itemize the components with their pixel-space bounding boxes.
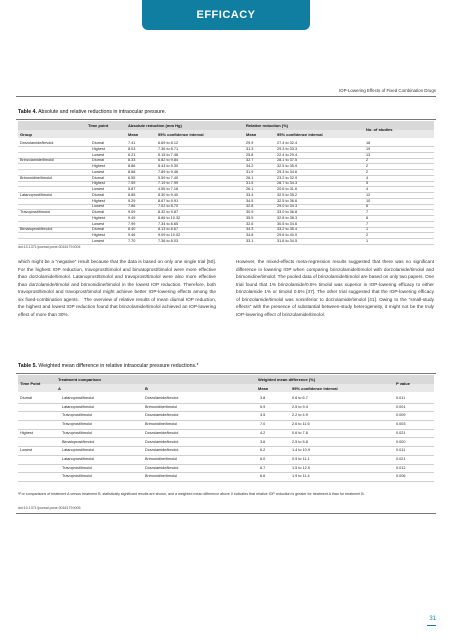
table5-cell-mean: 5.9: [260, 404, 266, 409]
table4-cell-rel-ci: 33.2 to 35.4: [277, 227, 298, 232]
table4-cell-rel-ci: 29.0 to 34.3: [277, 204, 298, 209]
table4-row-divider: [18, 158, 434, 159]
table4-cell-abs-mean: 8.85: [128, 192, 136, 197]
table5-cell-mean: 6.7: [260, 465, 266, 470]
table4-cell-studies: 4: [366, 175, 369, 180]
table4-cell-studies: 2: [366, 158, 369, 163]
table5-cell-p: 0.009: [396, 413, 406, 418]
table4-cell-studies: 8: [366, 215, 369, 220]
table4-cell-rel-ci: 20.6 to 31.6: [277, 187, 298, 191]
table5-cell-mean: 4.2: [260, 430, 266, 435]
table4-cell-time: Highest: [92, 215, 105, 220]
table5-cell-b: Brimonidine/timolol: [145, 404, 178, 409]
table5-cell-p: 0.003: [396, 422, 406, 427]
table4-cell-time: Lowest: [92, 152, 105, 157]
table5-cell-ci: 0.6 to 7.8: [292, 430, 308, 435]
table4-cell-studies: 2: [366, 233, 369, 237]
table4-cell-abs-ci: 7.34 to 8.65: [158, 221, 179, 226]
table4-cell-time: Highest: [92, 164, 105, 168]
table5-cell-ci: 2.5 to 5.8: [292, 439, 308, 444]
table4-cell-rel-mean: 32.7: [246, 158, 254, 163]
table4-cell-abs-mean: 6.55: [128, 175, 136, 180]
table5-cell-a: Travoprost/timolol: [62, 422, 93, 427]
table4-cell-rel-mean: 26.1: [246, 187, 254, 191]
table4-cell-abs-ci: 7.36 to 8.71: [158, 146, 179, 151]
table4-row-divider: [18, 163, 434, 164]
table4-row-divider: [18, 192, 434, 193]
table4-header-group: Group: [20, 132, 32, 137]
table4-cell-rel-mean: 30.9: [246, 210, 254, 214]
table5-cell-ci: 2.6 to 11.6: [292, 422, 310, 427]
table4-cell-abs-ci: 6.69 to 8.12: [158, 141, 179, 145]
table5-cell-time: Lowest: [20, 448, 33, 453]
table5-header-ci: 95% confidence interval: [292, 386, 338, 391]
table4-header-absolute: Absolute reduction (mm Hg): [128, 123, 182, 128]
table4-cell-time: Lowest: [92, 169, 105, 174]
table5-title: Weighted mean difference in relative intraocular pressure reductions.*: [38, 363, 199, 369]
page-accent-line: [427, 625, 436, 626]
table4-row-divider: [18, 146, 434, 147]
table4-cell-abs-ci: 8.66 to 10.32: [158, 215, 181, 220]
table4-cell-time: Lowest: [92, 238, 105, 243]
table5-cell-mean: 6.0: [260, 456, 266, 461]
table5-cell-p: 0.000: [396, 439, 406, 444]
table4-cell-rel-mean: 31.9: [246, 169, 254, 174]
table4-cell-rel-ci: 29.3 to 34.6: [277, 169, 298, 174]
table4-cell-rel-ci: 28.1 to 37.5: [277, 158, 298, 163]
table4-header-abs-ci: 95% confidence interval: [158, 132, 204, 137]
table5-subheader-band: [18, 384, 434, 392]
table4-cell-time: Diurnal: [92, 141, 105, 145]
table4-cell-rel-ci: 29.6 to 40.0: [277, 233, 298, 237]
table4-cell-abs-mean: 9.49: [128, 215, 136, 220]
table4-cell-abs-mean: 8.68: [128, 169, 136, 174]
table5-row-divider: [18, 472, 434, 473]
table5-header-p: P value: [396, 381, 410, 386]
table4-cell-abs-mean: 7.41: [128, 141, 136, 145]
table4-cell-rel-ci: 32.5 to 36.6: [277, 198, 298, 203]
table5-row-divider: [18, 429, 434, 430]
table4-cell-time: Lowest: [92, 221, 105, 226]
table5-cell-a: Bimatoprost/timolol: [62, 439, 95, 444]
table4-cell-abs-ci: 8.13 to 8.67: [158, 227, 179, 232]
header-rule: [16, 96, 436, 97]
table5-row-divider: [18, 437, 434, 438]
table5-cell-time: Highest: [20, 430, 33, 435]
table5-cell-b: Dorzolamide/timolol: [145, 448, 179, 453]
table4-cell-abs-ci: 7.02 to 8.70: [158, 204, 179, 209]
table4-cell-rel-mean: 34.8: [246, 233, 254, 237]
table4-cell-rel-ci: 32.5 to 35.9: [277, 164, 298, 168]
table4-cell-abs-mean: 7.59: [128, 181, 136, 186]
table5-cell-mean: 7.0: [260, 422, 266, 427]
table5-cell-p: 0.021: [396, 456, 406, 461]
table4-doi: doi:10.1371/journal.pone.0016179.t004: [18, 245, 81, 249]
table4-cell-abs-mean: 9.09: [128, 210, 136, 214]
table5-header-mean: Mean: [258, 386, 269, 391]
table5-header-wmd: Weighted mean difference (%): [258, 377, 316, 382]
table5-cell-a: Latanoprost/timolol: [62, 448, 95, 453]
table5-cell-ci: 0.9 to 11.1: [292, 456, 310, 461]
table5-cell-p: 0.001: [396, 404, 406, 409]
table4-cell-time: Diurnal: [92, 210, 105, 214]
table5-cell-a: Travoprost/timolol: [62, 430, 93, 435]
table5-cell-p: 0.011: [396, 448, 406, 453]
table4-cell-abs-ci: 8.43 to 9.30: [158, 164, 179, 168]
table4-cell-rel-ci: 33.0 to 36.8: [277, 210, 298, 214]
table4-cell-rel-mean: 34.5: [246, 198, 254, 203]
table5-cell-a: Travoprost/timolol: [62, 413, 93, 418]
table4-cell-abs-ci: 5.59 to 7.40: [158, 175, 179, 180]
table4-cell-studies: 1: [366, 238, 369, 243]
table4-cell-rel-mean: 32.6: [246, 221, 254, 226]
table5-cell-p: 0.021: [396, 430, 406, 435]
table4-cell-abs-ci: 8.32 to 9.87: [158, 210, 179, 214]
table5-cell-ci: 1.9 to 11.4: [292, 474, 310, 479]
table5-cell-b: Dorzolamide/timolol: [145, 430, 179, 435]
table5-cell-p: 0.012: [396, 465, 406, 470]
table5-row-divider: [18, 420, 434, 421]
table4-cell-abs-ci: 7.36 to 8.03: [158, 238, 179, 243]
body-text-right: However, the mixed-effects meta-regression results suggested that there was no significant difference in lowering IOP when comparing brinzolamide/timolol with dorzolamide/timolol and brimonidine/timolol. The pooled data of brinzolamide/timolol are based on only two papers. One trial found that 1% brinzolamide/0.5% timolol was superior in IOP-lowering efficacy to either brinzolamide 1% or timolol 0.5% [37]. The other trial suggested that the IOP-lowering efficacy of brinzolamide/timolol was noninferior to dorzolamide/timolol [41]. Owing to the “small-study effects” with the presence of substantial between-study heterogeneity, it might not be the truly IOP-lowering effect of brinzolamide/timolol.: [236, 259, 434, 317]
table5-row-divider: [18, 403, 434, 404]
table4-cell-abs-mean: 8.03: [128, 146, 136, 151]
table5-cell-a: Travoprost/timolol: [62, 465, 93, 470]
table4-cell-rel-mean: 34.2: [246, 164, 254, 168]
table5-cell-mean: 3.8: [260, 396, 266, 400]
table5-row-divider: [18, 446, 434, 447]
table4-row-divider: [18, 186, 434, 187]
table5-cell-b: Brimonidine/timolol: [145, 422, 178, 427]
table4-cell-studies: 5: [366, 181, 369, 186]
table4-cell-abs-mean: 8.33: [128, 158, 136, 163]
table4-cell-time: Highest: [92, 198, 105, 203]
table4-cell-rel-mean: 29.9: [246, 141, 254, 145]
table4-cell-abs-mean: 8.86: [128, 164, 136, 168]
table4-row-divider: [18, 204, 434, 205]
table5-cell-mean: 6.6: [260, 474, 266, 479]
table4-cell-studies: 13: [366, 152, 371, 157]
table4-header-time-point: Time point: [88, 123, 109, 128]
table4-cell-abs-mean: 7.99: [128, 221, 136, 226]
table5-cell-b: Dorzolamide/timolol: [145, 439, 179, 444]
table4-row-divider: [18, 227, 434, 228]
table4-title: Absolute and relative reductions in intraocular pressure.: [38, 109, 167, 115]
table4-cell-studies: 10: [366, 198, 371, 203]
table5-cell-a: Latanoprost/timolol: [62, 456, 95, 461]
running-header: IOP-Lowering Effects of Fixed Combination Drugs: [338, 88, 436, 93]
table4-cell-time: Diurnal: [92, 158, 105, 163]
table5-cell-b: Brimonidine/timolol: [145, 456, 178, 461]
table4-cell-rel-mean: 33.4: [246, 192, 254, 197]
table4-row-divider: [18, 238, 434, 239]
table4-cell-group: Latanoprost/timolol: [20, 192, 53, 197]
table5-cell-ci: 1.4 to 10.9: [292, 448, 310, 453]
table4-cell-studies: 1: [366, 227, 369, 232]
table4-cell-rel-mean: 31.5: [246, 181, 254, 186]
table4-cell-rel-ci: 32.8 to 38.3: [277, 215, 298, 220]
table5-cell-b: Dorzolamide/timolol: [145, 413, 179, 418]
table5-bottom-rule: [16, 513, 436, 514]
table5-cell-mean: 3.5: [260, 413, 266, 418]
table5-header-a: A: [58, 386, 61, 391]
table5-cell-a: Latanoprost/timolol: [62, 404, 95, 409]
table5-cell-p: 0.006: [396, 474, 406, 479]
table4-cell-abs-ci: 9.09 to 10.02: [158, 233, 181, 237]
table4-cell-time: Highest: [92, 233, 105, 237]
table4-cell-time: Lowest: [92, 187, 105, 191]
table4-cell-studies: 19: [366, 146, 371, 151]
table4-cell-abs-ci: 7.19 to 7.99: [158, 181, 179, 186]
table5-row-divider: [18, 411, 434, 412]
table5-caption: [18, 363, 199, 369]
table5-cell-mean: 6.2: [260, 448, 266, 453]
table4-cell-rel-mean: 26.1: [246, 175, 254, 180]
table4-cell-time: Highest: [92, 181, 105, 186]
table4-cell-time: Lowest: [92, 204, 105, 209]
table4-caption: [18, 109, 166, 115]
table5-top-rule: [16, 373, 436, 374]
table5-cell-a: Travoprost/timolol: [62, 474, 93, 479]
table5-label: Table 5.: [18, 363, 37, 369]
table4-header-relative: Relative reduction (%): [246, 123, 289, 128]
table4-row-divider: [18, 209, 434, 210]
table5-cell-p: 0.011: [396, 396, 406, 400]
table4-cell-rel-ci: 29.3 to 33.3: [277, 146, 298, 151]
table4-row-divider: [18, 198, 434, 199]
table4-row-divider: [18, 175, 434, 176]
table4-cell-abs-ci: 8.30 to 9.40: [158, 192, 179, 197]
section-banner: EFFICACY: [142, 0, 310, 30]
table5-cell-time: Diurnal: [20, 396, 33, 400]
table4-cell-rel-ci: 27.4 to 32.4: [277, 141, 298, 145]
table5-cell-b: Brimonidine/timolol: [145, 474, 178, 479]
table4-cell-rel-mean: 32.8: [246, 204, 254, 209]
table4-cell-rel-mean: 34.3: [246, 227, 254, 232]
table5-row-divider: [18, 455, 434, 456]
table4-cell-abs-mean: 9.29: [128, 198, 136, 203]
table4-row-divider: [18, 221, 434, 222]
table4-cell-abs-ci: 5.15 to 7.46: [158, 152, 179, 157]
table4-row-divider: [18, 169, 434, 170]
table4-cell-rel-ci: 22.4 to 29.4: [277, 152, 298, 157]
table4-cell-abs-mean: 6.21: [128, 152, 136, 157]
table5-row-divider: [18, 464, 434, 465]
table4-cell-studies: 7: [366, 210, 369, 214]
table4-cell-abs-ci: 7.89 to 9.46: [158, 169, 179, 174]
table4-cell-rel-ci: 32.5 to 35.2: [277, 192, 298, 197]
table4-cell-group: Brinzolamide/timolol: [20, 158, 54, 163]
table4-cell-rel-mean: 35.5: [246, 215, 254, 220]
table4-cell-studies: 2: [366, 164, 369, 168]
table4-cell-rel-ci: 28.7 to 34.3: [277, 181, 298, 186]
table5-row-divider: [18, 481, 434, 482]
table4-cell-studies: 18: [366, 141, 371, 145]
table4-cell-rel-mean: 25.8: [246, 152, 254, 157]
body-text-left: which might be a “negative” result because that the data is based on only one single trial [50]. For the highest IOP reduction, travoprost/timolol and bimatoprost/timolol were more effective than dorzolamide/timolol. Latanoprost/timolol and travoprost/timolol were also more effective than dorzolamide/timolol and brimonidine/timolol in the lowest IOP reduction. Therefore, both travoprost/timolol and travoprost/timolol might achieve better IOP-lowering effects among the six fixed-combination agents. The overview of relative results of mean diurnal IOP reduction, the highest and lowest IOP reduction found that brinzolamide/timolol achieved an IOP-lowering effect of more than 30%.: [18, 259, 216, 317]
table4-header-abs-mean: Mean: [128, 132, 139, 137]
table5-cell-ci: 2.2 to 4.9: [292, 413, 308, 418]
table4-cell-time: Highest: [92, 146, 105, 151]
table4-cell-studies: 12: [366, 192, 371, 197]
table5-cell-b: Dorzolamide/timolol: [145, 396, 179, 400]
table4-header-studies: No. of studies: [366, 127, 393, 132]
table4-cell-rel-mean: 33.1: [246, 238, 254, 243]
table4-cell-studies: 2: [366, 169, 369, 174]
table4-header-rel-mean: Mean: [246, 132, 257, 137]
table4-cell-time: Diurnal: [92, 227, 105, 232]
table4-cell-rel-ci: 30.5 to 34.6: [277, 221, 298, 226]
table5-cell-ci: 2.5 to 9.4: [292, 404, 308, 409]
table4-row-divider: [18, 215, 434, 216]
table5-cell-ci: 0.6 to 6.7: [292, 396, 308, 400]
table5-cell-mean: 3.6: [260, 439, 266, 444]
table5-header-time-point: Time Point: [20, 381, 41, 386]
table4-cell-abs-ci: 8.67 to 9.91: [158, 198, 179, 203]
table4-cell-rel-mean: 31.3: [246, 146, 254, 151]
table4-cell-group: Bimatoprost/timolol: [20, 227, 53, 232]
table4-cell-studies: 4: [366, 187, 369, 191]
table4-cell-group: Brimonidine/timolol: [20, 175, 53, 180]
table4-cell-rel-ci: 31.6 to 34.5: [277, 238, 298, 243]
table4-cell-studies: 6: [366, 204, 369, 209]
table5-header-b: B: [145, 386, 148, 391]
table5-cell-ci: 1.5 to 12.0: [292, 465, 310, 470]
page-number: 31: [429, 616, 436, 622]
table4-row-divider: [18, 152, 434, 153]
table5-footnote: *For comparisons of treatment A versus treatment B, statistically significant results are shown, and a weighted mean difference above 0 indicates that relative IOP reduction is greater for treatment A than for treatment B.: [18, 492, 365, 496]
table4-cell-abs-mean: 5.87: [128, 187, 136, 191]
table4-cell-studies: 7: [366, 221, 369, 226]
table4-cell-rel-ci: 23.2 to 32.9: [277, 175, 298, 180]
table4-cell-abs-mean: 8.40: [128, 227, 136, 232]
table4-row-divider: [18, 232, 434, 233]
table4-top-rule: [16, 119, 436, 120]
table4-cell-time: Diurnal: [92, 192, 105, 197]
table4-cell-abs-mean: 9.46: [128, 233, 136, 237]
table4-row-divider: [18, 181, 434, 182]
table4-cell-abs-ci: 6.82 to 9.84: [158, 158, 179, 163]
table4-cell-abs-mean: 7.86: [128, 204, 136, 209]
table5-header-comparison: Treatment comparison: [58, 377, 101, 382]
table5-doi: doi:10.1371/journal.pone.0016179.t005: [18, 506, 81, 510]
table4-label: Table 4.: [18, 109, 37, 115]
table4-cell-group: Dorzolamide/timolol: [20, 141, 54, 145]
table4-cell-group: Travoprost/timolol: [20, 210, 51, 214]
table5-cell-a: Latanoprost/timolol: [62, 396, 95, 400]
table4-cell-abs-mean: 7.70: [128, 238, 136, 243]
table5-cell-b: Dorzolamide/timolol: [145, 465, 179, 470]
table4-cell-time: Diurnal: [92, 175, 105, 180]
table4-header-rel-ci: 95% confidence interval: [277, 132, 323, 137]
table4-cell-abs-ci: 4.55 to 7.16: [158, 187, 179, 191]
